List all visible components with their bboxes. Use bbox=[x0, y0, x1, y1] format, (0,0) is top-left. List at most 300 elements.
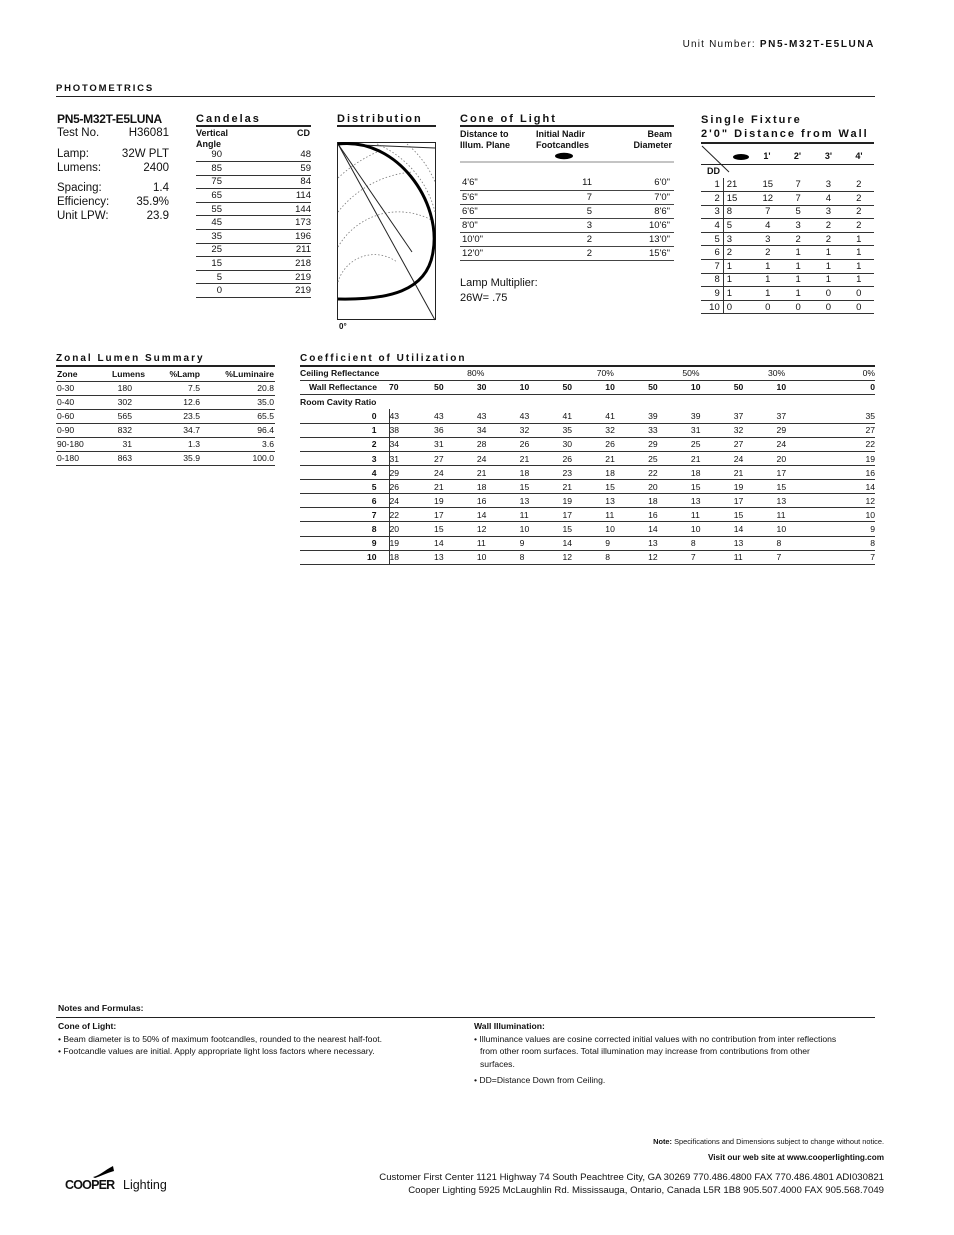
cone-beam: 15'6" bbox=[600, 246, 674, 260]
cu-wall-value: 50 bbox=[734, 380, 777, 394]
single-fixture-row bbox=[701, 232, 874, 246]
single-fixture-row bbox=[701, 192, 874, 206]
sf-value: 0 bbox=[723, 300, 752, 314]
candelas-rule bbox=[196, 125, 311, 127]
cu-value: 19 bbox=[734, 480, 777, 494]
sf-value: 5 bbox=[723, 219, 752, 233]
distribution-zero-label: 0° bbox=[339, 322, 347, 331]
cu-row bbox=[300, 536, 875, 550]
cu-value: 35 bbox=[819, 409, 875, 423]
cu-value: 26 bbox=[389, 480, 434, 494]
cone-title: Cone of Light bbox=[460, 113, 557, 125]
candelas-cd: 114 bbox=[222, 189, 311, 203]
candelas-cd: 59 bbox=[222, 162, 311, 176]
cu-value: 10 bbox=[477, 550, 520, 564]
cone-footcandles: 2 bbox=[530, 246, 600, 260]
cu-value: 31 bbox=[389, 451, 434, 465]
candelas-row bbox=[196, 162, 311, 176]
sf-dd: 8 bbox=[701, 273, 723, 287]
candelas-cd: 219 bbox=[222, 284, 311, 298]
cu-ceiling-0: 0% bbox=[819, 366, 875, 380]
cu-value: 13 bbox=[605, 494, 648, 508]
candelas-cd: 219 bbox=[222, 270, 311, 284]
cu-rcr: 9 bbox=[300, 536, 389, 550]
notes-cone-item-1: • Beam diameter is to 50% of maximum footcandles, rounded to the nearest half-foot. bbox=[58, 1033, 383, 1044]
cu-value: 14 bbox=[734, 522, 777, 536]
footer-note-bold: Note: bbox=[653, 1137, 672, 1146]
cu-wall-value: 70 bbox=[389, 380, 434, 394]
cone-distance: 6'6" bbox=[460, 204, 530, 218]
sf-value: 1 bbox=[783, 273, 813, 287]
cooper-logo-swoosh-icon bbox=[93, 1164, 115, 1178]
single-fixture-row bbox=[701, 300, 874, 314]
cu-value: 15 bbox=[691, 480, 734, 494]
single-fixture-row bbox=[701, 246, 874, 260]
footer-addresses bbox=[379, 1172, 884, 1197]
cu-title: Coefficient of Utilization bbox=[300, 353, 467, 364]
cu-value: 24 bbox=[734, 451, 777, 465]
cu-wall-value: 30 bbox=[477, 380, 520, 394]
sf-value: 0 bbox=[844, 300, 874, 314]
sf-col-1: 1' bbox=[763, 151, 771, 161]
cu-value: 43 bbox=[477, 409, 520, 423]
cu-value: 34 bbox=[389, 437, 434, 451]
spec-test-no: Test No. H36081 bbox=[57, 127, 169, 139]
cone-beam: 8'6" bbox=[600, 204, 674, 218]
cone-footcandles: 7 bbox=[530, 190, 600, 204]
sf-value: 0 bbox=[783, 300, 813, 314]
cu-value: 14 bbox=[477, 508, 520, 522]
sf-dd: 10 bbox=[701, 300, 723, 314]
cu-value: 21 bbox=[477, 466, 520, 480]
cu-value: 14 bbox=[562, 536, 605, 550]
zonal-lamp: 1.3 bbox=[146, 437, 201, 451]
cu-value: 9 bbox=[605, 536, 648, 550]
zonal-lamp: 7.5 bbox=[146, 381, 201, 395]
cu-value: 17 bbox=[777, 466, 820, 480]
candelas-angle: 90 bbox=[196, 148, 222, 162]
footer-note-text: Specifications and Dimensions subject to change without notice. bbox=[674, 1137, 884, 1146]
cu-value: 43 bbox=[389, 409, 434, 423]
candelas-row bbox=[196, 257, 311, 271]
cu-value: 27 bbox=[819, 423, 875, 437]
cu-rcr: 6 bbox=[300, 494, 389, 508]
spec-unit-lpw: Unit LPW: 23.9 bbox=[57, 210, 169, 222]
cu-value: 21 bbox=[734, 466, 777, 480]
sf-dd: 1 bbox=[701, 178, 723, 192]
cu-table bbox=[300, 366, 875, 565]
cu-value: 28 bbox=[477, 437, 520, 451]
zonal-zone: 90-180 bbox=[56, 437, 94, 451]
cone-row bbox=[460, 190, 674, 204]
zonal-luminaire: 96.4 bbox=[201, 423, 275, 437]
footer-website[interactable]: Visit our web site at www.cooperlighting.com bbox=[707, 1153, 884, 1162]
sf-dd: 3 bbox=[701, 205, 723, 219]
cu-value: 8 bbox=[691, 536, 734, 550]
candelas-row bbox=[196, 243, 311, 257]
spec-list bbox=[57, 127, 169, 224]
zonal-row bbox=[56, 395, 275, 409]
cu-value: 18 bbox=[389, 550, 434, 564]
cu-row bbox=[300, 409, 875, 423]
cu-value: 21 bbox=[691, 451, 734, 465]
cone-row bbox=[460, 232, 674, 246]
sf-value: 2 bbox=[844, 205, 874, 219]
notes-wall bbox=[474, 1020, 844, 1087]
cu-value: 16 bbox=[819, 466, 875, 480]
zonal-lumens: 180 bbox=[94, 381, 146, 395]
cone-footcandles: 11 bbox=[530, 176, 600, 190]
notes-wall-item-1: • Illuminance values are cosine corrected initial values with no contribution from inter reflections from other room surfaces. Total illumination may increase from contributions from other surfaces. bbox=[474, 1033, 837, 1069]
sf-col-2: 2' bbox=[793, 151, 802, 161]
sf-value: 2 bbox=[813, 219, 843, 233]
cone-row bbox=[460, 246, 674, 260]
sf-value: 7 bbox=[783, 192, 813, 206]
cu-value: 11 bbox=[777, 508, 820, 522]
sf-value: 3 bbox=[813, 205, 843, 219]
cone-col-beam: Beam Diameter bbox=[633, 129, 672, 150]
cu-value: 11 bbox=[520, 508, 563, 522]
cone-footcandles: 3 bbox=[530, 218, 600, 232]
cu-value: 10 bbox=[819, 508, 875, 522]
cone-distance: 5'6" bbox=[460, 190, 530, 204]
sf-value: 1 bbox=[813, 273, 843, 287]
cone-col-distance: Distance to Illum. Plane bbox=[460, 129, 511, 150]
cu-value: 31 bbox=[691, 423, 734, 437]
cu-value: 21 bbox=[605, 451, 648, 465]
zonal-row bbox=[56, 423, 275, 437]
cu-rcr: 3 bbox=[300, 451, 389, 465]
zonal-lumens: 832 bbox=[94, 423, 146, 437]
sf-value: 1 bbox=[783, 246, 813, 260]
zonal-head-lumens: Lumens bbox=[94, 367, 146, 381]
spec-spacing: Spacing: 1.4 bbox=[57, 182, 169, 194]
single-fixture-title-1: Single Fixture bbox=[701, 114, 802, 126]
candelas-row bbox=[196, 189, 311, 203]
cu-value: 12 bbox=[819, 494, 875, 508]
zonal-lumens: 302 bbox=[94, 395, 146, 409]
distribution-rule bbox=[337, 125, 436, 127]
sf-value: 12 bbox=[753, 192, 783, 206]
zonal-row bbox=[56, 409, 275, 423]
cu-value: 25 bbox=[648, 451, 691, 465]
cu-value: 27 bbox=[734, 437, 777, 451]
cu-ceiling-80: 80% bbox=[389, 366, 562, 380]
cu-value: 18 bbox=[648, 494, 691, 508]
cu-rcr: 0 bbox=[300, 409, 389, 423]
zonal-zone: 0-90 bbox=[56, 423, 94, 437]
footer-address-1: Customer First Center 1121 Highway 74 South Peachtree City, GA 30269 770.486.4800 FAX 770.486.4801 ADI030821 bbox=[379, 1172, 884, 1183]
cu-value: 20 bbox=[777, 451, 820, 465]
single-fixture-col-headers bbox=[752, 151, 874, 161]
cu-value: 12 bbox=[648, 550, 691, 564]
notes-cone bbox=[58, 1020, 463, 1058]
cu-row bbox=[300, 437, 875, 451]
candelas-col-angle: Vertical Angle bbox=[196, 128, 229, 149]
cu-value: 18 bbox=[605, 466, 648, 480]
cu-wall-value: 0 bbox=[819, 380, 875, 394]
cu-value: 11 bbox=[691, 508, 734, 522]
cu-value: 43 bbox=[434, 409, 477, 423]
cu-value: 34 bbox=[477, 423, 520, 437]
cone-row bbox=[460, 218, 674, 232]
unit-number-label: Unit Number: bbox=[682, 39, 756, 50]
cu-value: 10 bbox=[520, 522, 563, 536]
cooper-logo bbox=[65, 1164, 185, 1196]
sf-value: 2 bbox=[753, 246, 783, 260]
candelas-table bbox=[196, 148, 311, 298]
cu-value: 39 bbox=[648, 409, 691, 423]
cu-ceiling-70: 70% bbox=[562, 366, 648, 380]
sf-value: 2 bbox=[783, 232, 813, 246]
sf-value: 1 bbox=[783, 260, 813, 274]
sf-value: 2 bbox=[844, 178, 874, 192]
candelas-cd: 144 bbox=[222, 202, 311, 216]
cu-ceiling-30: 30% bbox=[734, 366, 820, 380]
cu-value: 27 bbox=[434, 451, 477, 465]
zonal-row bbox=[56, 381, 275, 395]
sf-value: 1 bbox=[723, 287, 752, 301]
cu-value: 22 bbox=[389, 508, 434, 522]
footer-note bbox=[653, 1137, 884, 1146]
cu-value: 8 bbox=[777, 536, 820, 550]
sf-value: 2 bbox=[813, 232, 843, 246]
sf-dd: 5 bbox=[701, 232, 723, 246]
cooper-logo-bold: COOPER bbox=[65, 1178, 115, 1192]
cu-row bbox=[300, 494, 875, 508]
sf-value: 0 bbox=[753, 300, 783, 314]
distribution-plot bbox=[337, 142, 437, 321]
cu-rcr: 8 bbox=[300, 522, 389, 536]
unit-number-value: PN5-M32T-E5LUNA bbox=[759, 39, 875, 50]
cu-value: 9 bbox=[520, 536, 563, 550]
zonal-zone: 0-180 bbox=[56, 451, 94, 465]
zonal-luminaire: 3.6 bbox=[201, 437, 275, 451]
zonal-luminaire: 65.5 bbox=[201, 409, 275, 423]
distribution-title: Distribution bbox=[337, 113, 423, 125]
cu-value: 16 bbox=[477, 494, 520, 508]
cu-value: 26 bbox=[520, 437, 563, 451]
cone-diagram bbox=[460, 150, 674, 164]
candelas-row bbox=[196, 270, 311, 284]
cu-value: 25 bbox=[691, 437, 734, 451]
model-name: PN5-M32T-E5LUNA bbox=[57, 112, 162, 126]
cu-rcr-label: Room Cavity Ratio bbox=[300, 396, 377, 407]
cu-value: 15 bbox=[520, 480, 563, 494]
cone-col-footcandles: Initial Nadir Footcandles bbox=[536, 129, 590, 150]
cu-wall-value: 50 bbox=[562, 380, 605, 394]
cone-distance: 10'0" bbox=[460, 232, 530, 246]
cu-value: 24 bbox=[434, 466, 477, 480]
sf-value: 1 bbox=[813, 246, 843, 260]
cu-row bbox=[300, 550, 875, 564]
zonal-lamp: 34.7 bbox=[146, 423, 201, 437]
sf-value: 1 bbox=[753, 273, 783, 287]
cu-value: 22 bbox=[648, 466, 691, 480]
cu-value: 12 bbox=[477, 522, 520, 536]
cu-value: 30 bbox=[562, 437, 605, 451]
cu-value: 43 bbox=[520, 409, 563, 423]
sf-value: 0 bbox=[813, 300, 843, 314]
cu-value: 9 bbox=[819, 522, 875, 536]
cone-distance: 12'0" bbox=[460, 246, 530, 260]
cone-row bbox=[460, 204, 674, 218]
cu-value: 32 bbox=[734, 423, 777, 437]
cone-distance: 8'0" bbox=[460, 218, 530, 232]
cu-row bbox=[300, 451, 875, 465]
cu-value: 14 bbox=[819, 480, 875, 494]
candelas-angle: 15 bbox=[196, 257, 222, 271]
cu-value: 32 bbox=[605, 423, 648, 437]
cu-ceiling-50: 50% bbox=[648, 366, 734, 380]
sf-value: 1 bbox=[783, 287, 813, 301]
spec-lamp: Lamp: 32W PLT bbox=[57, 148, 169, 160]
cu-value: 21 bbox=[434, 480, 477, 494]
cu-rcr: 1 bbox=[300, 423, 389, 437]
cu-wall-label: Wall Reflectance bbox=[300, 380, 389, 394]
zonal-luminaire: 35.0 bbox=[201, 395, 275, 409]
cu-value: 7 bbox=[691, 550, 734, 564]
cu-value: 14 bbox=[434, 536, 477, 550]
sf-value: 4 bbox=[813, 192, 843, 206]
candelas-angle: 25 bbox=[196, 243, 222, 257]
sf-value: 1 bbox=[753, 287, 783, 301]
notes-wall-item-2: • DD=Distance Down from Ceiling. bbox=[474, 1075, 606, 1085]
cu-row bbox=[300, 508, 875, 522]
sf-value: 5 bbox=[783, 205, 813, 219]
sf-value: 3 bbox=[813, 178, 843, 192]
candelas-row bbox=[196, 175, 311, 189]
sf-value: 1 bbox=[844, 260, 874, 274]
sf-value: 3 bbox=[723, 232, 752, 246]
cu-value: 8 bbox=[605, 550, 648, 564]
cu-value: 15 bbox=[777, 480, 820, 494]
cu-value: 10 bbox=[777, 522, 820, 536]
cu-value: 7 bbox=[777, 550, 820, 564]
cu-value: 41 bbox=[562, 409, 605, 423]
cu-value: 14 bbox=[648, 522, 691, 536]
lamp-multiplier bbox=[460, 276, 538, 306]
single-fixture-head-rule bbox=[701, 164, 874, 165]
sf-value: 1 bbox=[844, 273, 874, 287]
zonal-head-lamp: %Lamp bbox=[146, 367, 201, 381]
cu-rcr: 10 bbox=[300, 550, 389, 564]
cu-value: 19 bbox=[434, 494, 477, 508]
section-divider bbox=[56, 96, 875, 97]
candelas-cd: 173 bbox=[222, 216, 311, 230]
cu-wall-value: 10 bbox=[605, 380, 648, 394]
sf-value: 3 bbox=[753, 232, 783, 246]
sf-value: 1 bbox=[813, 260, 843, 274]
single-fixture-row bbox=[701, 219, 874, 233]
zonal-lumens: 31 bbox=[94, 437, 146, 451]
cu-value: 11 bbox=[477, 536, 520, 550]
cu-value: 39 bbox=[691, 409, 734, 423]
footer-address-2: Cooper Lighting 5925 McLaughlin Rd. Mississauga, Ontario, Canada L5R 1B8 905.507.4000 FAX 905.568.7049 bbox=[408, 1184, 884, 1196]
cu-value: 22 bbox=[819, 437, 875, 451]
notes-title: Notes and Formulas: bbox=[58, 1003, 144, 1013]
single-fixture-row bbox=[701, 260, 874, 274]
sf-value: 4 bbox=[753, 219, 783, 233]
cu-value: 8 bbox=[819, 536, 875, 550]
candelas-angle: 55 bbox=[196, 202, 222, 216]
sf-value: 2 bbox=[844, 192, 874, 206]
cone-footcandles: 2 bbox=[530, 232, 600, 246]
zonal-title: Zonal Lumen Summary bbox=[56, 353, 205, 364]
zonal-row bbox=[56, 451, 275, 465]
cu-value: 13 bbox=[691, 494, 734, 508]
candelas-angle: 45 bbox=[196, 216, 222, 230]
sf-value: 7 bbox=[753, 205, 783, 219]
cu-ceiling-label: Ceiling Reflectance bbox=[300, 366, 389, 380]
sf-value: 15 bbox=[753, 178, 783, 192]
cu-value: 11 bbox=[605, 508, 648, 522]
sf-value: 21 bbox=[723, 178, 752, 192]
zonal-lumens: 565 bbox=[94, 409, 146, 423]
zonal-lamp: 23.5 bbox=[146, 409, 201, 423]
sf-value: 15 bbox=[723, 192, 752, 206]
cu-value: 15 bbox=[434, 522, 477, 536]
lamp-multiplier-label: Lamp Multiplier: bbox=[460, 277, 538, 289]
cu-rcr: 7 bbox=[300, 508, 389, 522]
cone-fixture-icon bbox=[555, 153, 573, 159]
cu-row bbox=[300, 480, 875, 494]
cu-value: 19 bbox=[389, 536, 434, 550]
cu-value: 17 bbox=[734, 494, 777, 508]
sf-col-4: 4' bbox=[855, 151, 863, 161]
cone-beam: 6'0" bbox=[600, 176, 674, 190]
cu-value: 20 bbox=[389, 522, 434, 536]
sf-dd: 9 bbox=[701, 287, 723, 301]
sf-dd: 6 bbox=[701, 246, 723, 260]
cu-value: 33 bbox=[648, 423, 691, 437]
cu-value: 38 bbox=[389, 423, 434, 437]
sf-value: 7 bbox=[783, 178, 813, 192]
cu-value: 36 bbox=[434, 423, 477, 437]
candelas-angle: 85 bbox=[196, 162, 222, 176]
candelas-angle: 0 bbox=[196, 284, 222, 298]
zonal-head-zone: Zone bbox=[56, 367, 94, 381]
single-fixture-icon bbox=[731, 152, 751, 162]
cone-beam: 7'0" bbox=[600, 190, 674, 204]
cu-value: 20 bbox=[648, 480, 691, 494]
cu-value: 10 bbox=[605, 522, 648, 536]
cu-value: 29 bbox=[389, 466, 434, 480]
cu-value: 15 bbox=[734, 508, 777, 522]
single-fixture-row bbox=[701, 205, 874, 219]
cu-rcr: 4 bbox=[300, 466, 389, 480]
cu-value: 18 bbox=[520, 466, 563, 480]
cu-value: 13 bbox=[520, 494, 563, 508]
sf-value: 1 bbox=[844, 246, 874, 260]
cu-wall-value: 10 bbox=[691, 380, 734, 394]
single-fixture-title-2: 2'0" Distance from Wall bbox=[701, 128, 869, 140]
cu-value: 12 bbox=[562, 550, 605, 564]
sf-dd: 7 bbox=[701, 260, 723, 274]
notes-wall-title: Wall Illumination: bbox=[474, 1021, 545, 1031]
zonal-lumens: 863 bbox=[94, 451, 146, 465]
candelas-row bbox=[196, 230, 311, 244]
cone-rule bbox=[460, 125, 674, 127]
notes-rule bbox=[56, 1017, 875, 1018]
cu-value: 24 bbox=[477, 451, 520, 465]
cu-value: 37 bbox=[734, 409, 777, 423]
zonal-zone: 0-60 bbox=[56, 409, 94, 423]
cu-wall-value: 10 bbox=[520, 380, 563, 394]
cu-value: 21 bbox=[520, 451, 563, 465]
cone-beam: 10'6" bbox=[600, 218, 674, 232]
cu-value: 17 bbox=[434, 508, 477, 522]
